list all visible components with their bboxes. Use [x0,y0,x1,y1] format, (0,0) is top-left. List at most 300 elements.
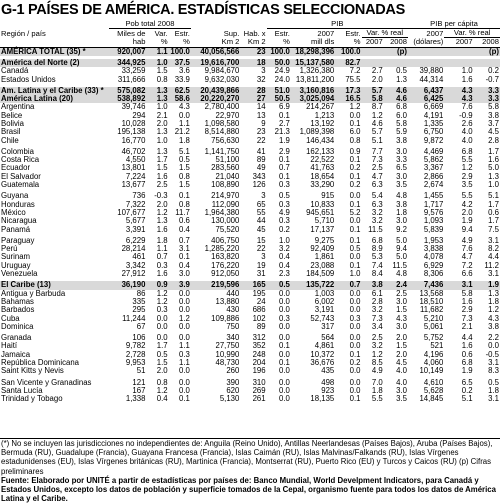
cell-value: 0.0 [349,288,361,298]
cell-value: 100.0 [267,47,291,56]
cell-value: 62.5 [169,87,191,95]
cell-value: 6.3 [371,199,383,209]
header-cell: mill dls [291,38,335,47]
cell-value: 32 [256,74,266,84]
cell-value: 3.1 [488,358,499,367]
cell-value: 3.0 [396,171,407,181]
cell-value: 112,090 [211,199,240,209]
row-label: Paraguay [1,235,35,245]
cell-value: 8.3 [488,366,499,376]
cell-value: 5.1 [461,394,473,404]
cell-value: 310 [252,377,266,387]
cell-value: 44,314 [419,74,444,84]
cell-value: 0.1 [279,358,290,367]
cell-value: 3.2 [371,207,383,217]
cell-value: 3,391 [125,224,146,234]
cell-value: 1.8 [371,385,383,395]
cell-value: 0.0 [179,377,190,387]
cell-value: 3.2 [371,216,383,226]
table-row [0,181,500,189]
header-cell [0,38,109,47]
cell-value: 0.0 [179,321,190,331]
cell-value: 1.6 [156,224,168,234]
cell-value: 3.8 [396,135,407,145]
cell-value: 0.0 [179,296,190,306]
cell-value: 0.2 [461,385,473,395]
cell-value: 33,259 [121,66,146,76]
cell-value: 11.2 [484,260,499,270]
cell-value: 20,220,270 [191,95,240,103]
header-cell: Región / país [1,28,46,38]
cell-value: 52,743 [310,313,335,323]
row-label: Saint Kitts y Nevis [1,366,64,376]
cell-value: 75,520 [215,224,240,234]
cell-value: 3.3 [474,95,500,103]
cell-value: 5,130 [219,394,240,404]
row-label: Surinam [1,252,31,262]
cell-value: 3.3 [396,155,407,165]
cell-value: 1,003 [314,288,335,298]
cell-value: 11,244 [122,313,146,323]
cell-value: 1.6 [461,74,473,84]
cell-value: 1.6 [461,296,473,306]
cell-value: 0.2 [349,180,361,190]
cell-value: 6.9 [279,102,290,112]
cell-value: 4.9 [371,366,383,376]
cell-value: 521 [430,341,444,351]
cell-value: 8.9 [371,244,383,254]
cell-value: 7.6 [461,244,473,254]
cell-value: 3.1 [444,281,473,289]
cell-value: 51 [136,366,146,376]
cell-value: 0.0 [279,296,290,306]
cell-value: 1,338 [125,394,146,404]
cell-value: 184,509 [306,269,335,279]
cell-value: 1.3 [156,146,168,156]
cell-value: 0.8 [179,199,190,209]
cell-value: 4.6 [371,118,383,128]
cell-value: 89 [256,155,266,165]
row-label: Antigua y Barbuda [1,288,66,298]
cell-value: 1.7 [488,199,499,209]
cell-value: 1.1 [146,47,168,56]
row-label: El Salvador [1,171,41,181]
cell-value: 1.9 [461,366,473,376]
cell-value: 0.0 [179,366,190,376]
cell-value: 1.5 [396,341,407,351]
cell-value: 5.8 [396,118,407,128]
source-note: Fuente: Elaborado por UNITÉ a partir de estadísticas por países de: Banco Mundial, World Develpment Indicators, para Canadá y Estados Unidos, excepto los datos de población y superficie tomados de la Cepal, organismo fuente para todos los datos de América Latina y el Caribe. [1,475,496,503]
cell-value: 24.9 [274,66,290,76]
cell-value: 1.7 [488,146,499,156]
cell-value: 3,367 [423,163,444,173]
cell-value: 0.1 [349,235,361,245]
cell-value: 7.3 [371,155,383,165]
cell-value: 11,682 [420,305,444,315]
cell-value: 13,192 [310,118,335,128]
cell-value: 33,290 [310,180,335,190]
cell-value: 8,514,880 [204,127,240,137]
cell-value: 0.0 [279,305,290,315]
cell-value: 0.2 [349,358,361,367]
cell-value: 8.4 [371,269,383,279]
header-cell: Estr. [174,28,190,38]
cell-value: 0.1 [179,394,190,404]
cell-value: 0.0 [156,313,168,323]
cell-value: 0.4 [179,260,190,270]
cell-value: 23,088 [310,260,335,270]
cell-value: 736 [132,191,146,201]
cell-value: 18 [240,59,266,67]
table-row [0,323,500,331]
cell-value: 195,138 [117,127,146,137]
cell-value: 0.8 [156,377,168,387]
cell-value: 2.1 [156,110,168,120]
header-pob-group: Pob total 2008 [109,20,191,29]
cell-value: 82.7 [335,59,361,67]
cell-value: 46,702 [121,146,146,156]
cell-value: 4.6 [384,87,408,95]
cell-value: 0.5 [267,281,291,289]
cell-value: 2.5 [396,288,407,298]
cell-value: 352 [252,341,266,351]
cell-value: 100.0 [170,46,190,56]
header-cell: 2008 [474,38,500,47]
cell-value: 0.1 [349,118,361,128]
cell-value: 0.5 [179,155,190,165]
cell-value: 89 [256,321,266,331]
cell-value: 4,060 [423,358,444,367]
cell-value: 2.5 [371,333,383,343]
cell-value: 2.6 [461,118,473,128]
cell-value: 1,141,750 [204,146,240,156]
table-row [0,334,500,342]
cell-value: 0.0 [349,305,361,315]
cell-value: 1.8 [488,385,499,395]
cell-value: 7.2 [349,66,361,76]
cell-value: 3,025,094 [291,95,335,103]
cell-value: 2,728 [125,349,146,359]
cell-value: 0.8 [349,135,361,145]
cell-value: 1.5 [179,163,190,173]
cell-value: 3.1 [488,394,499,404]
cell-value: 430 [226,305,240,315]
row-label: América Latina (20) [0,95,109,103]
cell-value: 1.9 [474,281,500,289]
cell-value: 1.8 [488,296,499,306]
cell-value: 0.0 [488,341,499,351]
cell-value: 2.8 [371,296,383,306]
cell-value: 4.4 [461,333,473,343]
row-label: Estados Unidos [1,74,56,84]
cell-value: 1.8 [179,135,190,145]
cell-value: 19 [256,260,266,270]
cell-value: 0.1 [349,260,361,270]
header-cell: 2007 [317,28,335,38]
cell-value: 5.7 [371,127,383,137]
cell-value: 11.5 [392,260,407,270]
row-label: Bahamas [1,296,34,306]
cell-value: 18,298,396 [291,47,335,56]
cell-value: 5.0 [396,235,407,245]
header-cell: Miles de [117,28,146,38]
cell-value: 18,510 [419,296,444,306]
cell-value: 1.3 [156,216,168,226]
cell-value: 335 [132,296,146,306]
cell-value: 1.2 [349,102,361,112]
cell-value: 1.2 [371,349,383,359]
cell-value: 65 [256,199,266,209]
cell-value: 3,160,816 [291,87,335,95]
cell-value: -0.9 [459,110,473,120]
cell-value: 14 [256,102,266,112]
cell-value: (p) [384,47,408,56]
cell-value: 5.0 [396,252,407,262]
header-cell: (dólares) [408,38,444,47]
cell-value: 1.2 [156,385,168,395]
cell-value: 9,984,670 [204,66,240,76]
cell-value: 3.0 [396,296,407,306]
cell-value: 3.7 [488,118,499,128]
row-label: Brasil [1,127,21,137]
cell-value: 0.1 [279,171,290,181]
cell-value: 9,275 [314,235,335,245]
row-label: República Dominicana [1,358,80,367]
cell-value: 167 [132,385,146,395]
cell-value: 5,839 [423,224,444,234]
cell-value: 11.7 [175,207,190,217]
cell-value: 107,677 [117,207,146,217]
table-row [0,226,500,234]
cell-value: 3.0 [396,146,407,156]
cell-value: 0.0 [179,288,190,298]
row-label: Guatemala [1,180,40,190]
cell-value: 4.0 [396,366,407,376]
cell-value: 2.5 [156,180,168,190]
cell-value: 0.0 [279,321,290,331]
header-cell: % [267,38,291,47]
cell-value: 196 [252,366,266,376]
cell-value: 13,801 [121,163,146,173]
cell-value: 3.2 [371,305,383,315]
header-cell: 2007 [426,28,444,38]
cell-value: 58.6 [169,95,191,103]
cell-value: 121 [132,377,146,387]
cell-value: 1,098,580 [204,118,240,128]
cell-value: 1.2 [156,207,168,217]
cell-value: 1.3 [488,288,499,298]
row-label: Canadá [1,66,29,76]
cell-value: 0.3 [279,180,290,190]
cell-value: 13 [256,110,266,120]
cell-value: 1.2 [371,110,383,120]
cell-value: 162,133 [306,146,335,156]
cell-value: 0.0 [279,377,290,387]
cell-value: 214,267 [306,102,335,112]
cell-value: 7.3 [461,313,473,323]
cell-value: 1,093 [423,216,444,226]
cell-value: 0.5 [349,244,361,254]
cell-value: 0.1 [349,394,361,404]
cell-value: 0.7 [179,235,190,245]
cell-value: 4.2 [461,199,473,209]
cell-value: 0.1 [179,252,190,262]
cell-value: 7.5 [488,224,499,234]
cell-value: 0.0 [349,385,361,395]
statistics-table [0,20,500,403]
cell-value: 915 [321,191,335,201]
cell-value: 0.4 [279,260,290,270]
cell-value: 20,439,866 [191,87,240,95]
row-label: San Vicente y Granadinas [1,377,92,387]
cell-value: 4,861 [314,341,335,351]
cell-value: 0.3 [349,313,361,323]
cell-value: 19,616,700 [191,59,240,67]
cell-value: 0.4 [179,224,190,234]
cell-value: 1.0 [279,235,290,245]
cell-value: 498 [321,377,335,387]
cell-value: 49 [256,163,266,173]
cell-value: 7.3 [371,313,383,323]
cell-value: 4.7 [461,252,473,262]
cell-value: 5.4 [371,191,383,201]
cell-value: 4,078 [423,252,444,262]
cell-value: 6.5 [396,163,407,173]
cell-value: 2,780,400 [204,102,240,112]
cell-value: 0.0 [279,394,290,404]
cell-value: 4.8 [396,191,407,201]
cell-value: 261 [252,394,266,404]
cell-value: 176,220 [211,260,240,270]
cell-value: 5.5 [461,191,473,201]
cell-value: 6,750 [423,127,444,137]
cell-value: 1,326,380 [299,66,335,76]
cell-value: 17,137 [310,224,335,234]
row-label: Haití [1,341,18,351]
cell-value: 16,770 [121,135,146,145]
cell-value: 9,576 [423,207,444,217]
cell-value: 1.5 [156,358,168,367]
cell-value: 11.5 [368,224,383,234]
cell-value: 86 [136,288,146,298]
cell-value: 9,872 [423,135,444,145]
cell-value: 8.2 [488,244,499,254]
cell-value: 0.0 [179,385,190,395]
cell-value: 5.5 [461,155,473,165]
cell-value: 3.1 [488,269,499,279]
cell-value: 0.1 [349,155,361,165]
row-label: Chile [1,135,19,145]
cell-value: 3.9 [169,281,191,289]
table-row [0,137,500,145]
cell-value: 1.2 [156,288,168,298]
cell-value: 7,224 [125,171,146,181]
cell-value: 0.1 [279,341,290,351]
cell-value: 0.0 [156,321,168,331]
cell-value: 27,912 [121,269,146,279]
cell-value: 9.4 [461,224,473,234]
cell-value: 6.5 [461,377,473,387]
cell-value: 3.5 [461,180,473,190]
cell-value: 2,674 [423,180,444,190]
cell-value: 3.2 [279,244,290,254]
cell-value: 4.0 [461,127,473,137]
cell-value: 2.8 [488,135,499,145]
cell-value: 6,229 [125,235,146,245]
cell-value: 295 [132,305,146,315]
cell-value: 50.0 [267,59,291,67]
header-cell: % [146,38,168,47]
row-label: El Caribe (13) [0,281,109,289]
cell-value: 461 [132,252,146,262]
cell-value: 0.0 [349,366,361,376]
cell-value: 0.0 [349,191,361,201]
cell-value: 45 [256,224,266,234]
cell-value: 13,880 [215,296,240,306]
cell-value: 9,632,030 [204,74,240,84]
cell-value: 165 [240,281,266,289]
row-label: Belice [1,110,23,120]
cell-value: 4.3 [444,87,473,95]
cell-value: 5.1 [179,146,190,156]
cell-value: 923 [321,385,335,395]
cell-value: 31 [256,269,266,279]
cell-value: 6.8 [396,102,407,112]
cell-value: 2.3 [279,269,290,279]
cell-value: -0.5 [485,349,499,359]
cell-value: 214,970 [211,191,240,201]
cell-value: 2.4 [384,281,408,289]
cell-value: 1.2 [488,305,499,315]
cell-value: 2.9 [461,171,473,181]
cell-value: 4.3 [488,313,499,323]
cell-value: 1.5 [156,163,168,173]
cell-value: 1.0 [146,59,168,67]
footer-notes [0,438,500,503]
cell-value: 0.0 [349,377,361,387]
cell-value: 0.8 [179,171,190,181]
cell-value: 1,089,398 [299,127,335,137]
cell-value: 1.1 [179,118,190,128]
cell-value: 5.1 [371,135,383,145]
cell-value: 3.3 [474,87,500,95]
table-row [0,395,500,403]
cell-value: 4.5 [488,127,499,137]
row-label: Guyana [1,191,29,201]
cell-value: 37.5 [169,59,191,67]
cell-value: 4.3 [444,95,473,103]
header-cell: Km 2 [240,38,266,47]
row-label: Am. Latina y el Caribe (33) * [0,87,109,95]
cell-value: 1,953 [423,235,444,245]
cell-value: 55 [256,207,266,217]
cell-value: 1,285,220 [204,244,240,254]
row-label: Panamá [1,224,31,234]
cell-value: 2,866 [423,171,444,181]
cell-value: 1.0 [488,180,499,190]
cell-value: 1.0 [156,135,168,145]
row-label: Perú [1,244,18,254]
cell-value: 2.5 [371,163,383,173]
cell-value: 106 [132,333,146,343]
cell-value: 1.1 [179,358,190,367]
cell-value: 1.5 [156,66,168,76]
cell-value: 340 [226,333,240,343]
cell-value: 2.0 [156,118,168,128]
cell-value: 2.9 [279,146,290,156]
cell-value: 28 [240,87,266,95]
cell-value: 0.1 [279,155,290,165]
